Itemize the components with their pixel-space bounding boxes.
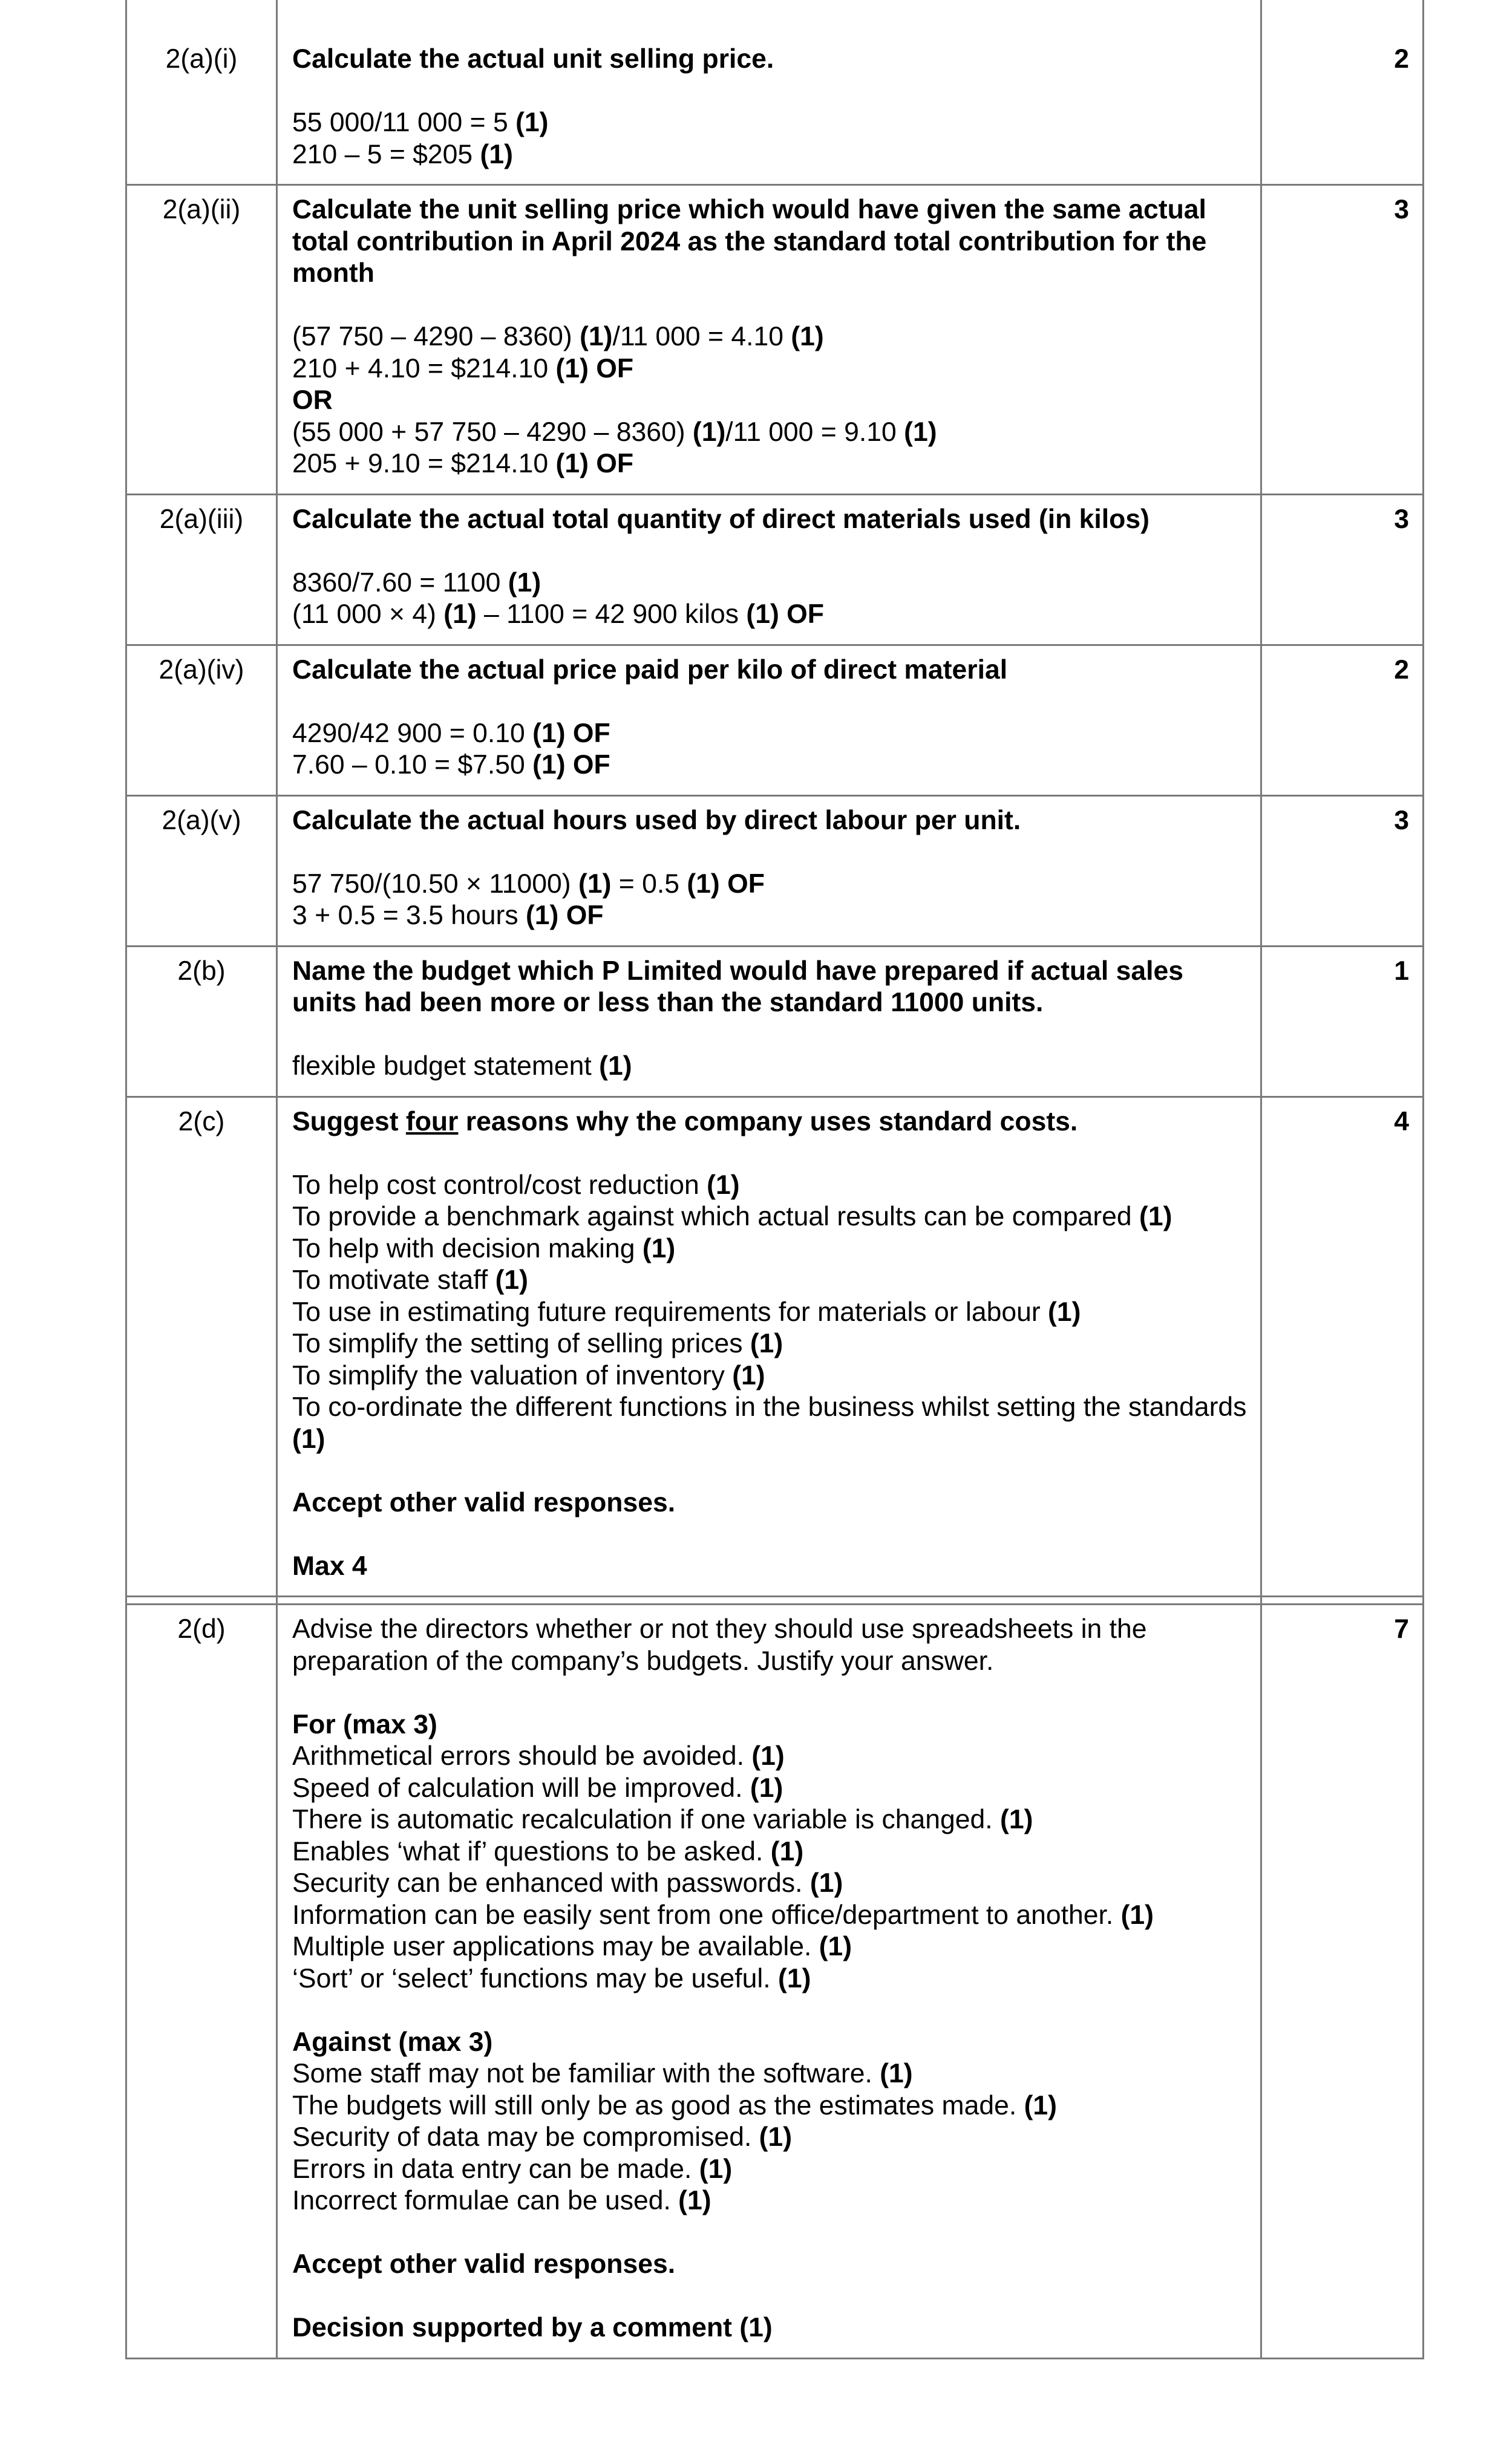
- answer-text: Security of data may be compromised.: [292, 2122, 759, 2152]
- mark-award: (1): [515, 108, 549, 137]
- marks-available: 7: [1261, 1605, 1424, 2359]
- for-point: [292, 1836, 1249, 1868]
- mark-award: (1): [508, 567, 541, 598]
- answer-text: /11 000 = 9.10: [725, 417, 904, 447]
- against-point: [292, 2058, 1249, 2090]
- mark-award: (1): [678, 2186, 711, 2215]
- marks-available: 2: [1261, 0, 1424, 185]
- answer-text: To provide a benchmark against which actual results can be compared: [292, 1202, 1140, 1231]
- answer-cell: [277, 795, 1261, 946]
- table-row: [126, 185, 1424, 495]
- answer-text: Enables ‘what if’ questions to be asked.: [292, 1836, 771, 1866]
- question-number: 2(c): [126, 1097, 277, 1597]
- answer-text: Multiple user applications may be available.: [292, 1932, 819, 1961]
- marking-note: Max 4: [292, 1551, 367, 1581]
- marks-available: 1: [1261, 946, 1424, 1097]
- answer-cell: [277, 1097, 1261, 1597]
- for-point: [292, 1931, 1249, 1963]
- question-text: Suggest four reasons why the company uses standard costs.: [292, 1106, 1078, 1136]
- answer-cell: [277, 1605, 1261, 2359]
- against-point: [292, 2122, 1249, 2154]
- answer-line: [292, 321, 1249, 353]
- against-point: [292, 2154, 1249, 2186]
- mark-award: (1): [707, 1170, 740, 1200]
- answer-line: [292, 869, 1249, 901]
- answer-text: 55 000/11 000 = 5: [292, 108, 516, 137]
- question-number: 2(a)(iv): [126, 645, 277, 795]
- answer-text: 4290/42 900 = 0.10: [292, 718, 533, 748]
- answer-text: (55 000 + 57 750 – 4290 – 8360): [292, 417, 693, 447]
- answer-text: 3 + 0.5 = 3.5 hours: [292, 901, 526, 930]
- mark-award: (1): [1000, 1805, 1033, 1834]
- answer-text: /11 000 = 4.10: [612, 322, 791, 351]
- underlined-word: four: [405, 1106, 459, 1136]
- answer-line: [292, 718, 1249, 750]
- answer-line: [292, 900, 1249, 932]
- answer-line: [292, 1328, 1249, 1360]
- table-row: [126, 1605, 1424, 2359]
- marking-note: Accept other valid responses.: [292, 1487, 676, 1517]
- mark-award: (1): [495, 1265, 528, 1295]
- mark-award: (1): [732, 1360, 765, 1390]
- mark-award: (1): [1024, 2090, 1057, 2120]
- answer-text: 8360/7.60 = 1100: [292, 567, 508, 598]
- mark-award: (1): [578, 869, 612, 899]
- answer-text: To help cost control/cost reduction: [292, 1170, 707, 1200]
- answer-line: [292, 417, 1249, 449]
- answer-text: To help with decision making: [292, 1233, 643, 1263]
- answer-text: The budgets will still only be as good as the estimates made.: [292, 2090, 1024, 2120]
- question-text: Name the budget which P Limited would have prepared if actual sales units had been more or less than the standard 11000 units.: [292, 956, 1183, 1017]
- answer-line: [292, 1233, 1249, 1265]
- for-point: [292, 1741, 1249, 1773]
- answer-text: 205 + 9.10 = $214.10: [292, 449, 556, 478]
- mark-award: (1) OF: [532, 750, 610, 780]
- answer-line: [292, 448, 1249, 480]
- answer-line: [292, 385, 1249, 417]
- mark-award: (1): [880, 2059, 913, 2088]
- answer-cell: [277, 645, 1261, 795]
- answer-line: [292, 107, 1249, 139]
- for-point: [292, 1963, 1249, 1995]
- question-number: 2(b): [126, 946, 277, 1097]
- answer-text: Security can be enhanced with passwords.: [292, 1868, 810, 1898]
- mark-award: (1): [778, 1963, 811, 1993]
- marks-available: 3: [1261, 795, 1424, 946]
- mark-award: (1) OF: [687, 869, 765, 899]
- marks-available: 2: [1261, 645, 1424, 795]
- question-text: Calculate the actual total quantity of direct materials used (in kilos): [292, 504, 1149, 534]
- for-point: [292, 1868, 1249, 1900]
- mark-award: (1): [480, 139, 513, 169]
- answer-text: Some staff may not be familiar with the software.: [292, 2059, 880, 2088]
- mark-scheme-body: [126, 0, 1424, 2358]
- table-row: [126, 1097, 1424, 1597]
- marks-available: 3: [1261, 494, 1424, 645]
- answer-text: ‘Sort’ or ‘select’ functions may be useful.: [292, 1963, 778, 1993]
- for-point: [292, 1804, 1249, 1836]
- answer-text: Information can be easily sent from one office/department to another.: [292, 1900, 1121, 1930]
- answer-cell: [277, 185, 1261, 495]
- answer-text: (11 000 × 4): [292, 599, 444, 629]
- answer-text: 210 – 5 = $205: [292, 139, 480, 169]
- mark-award: (1): [1120, 1900, 1154, 1930]
- answer-cell: [277, 946, 1261, 1097]
- question-number: 2(a)(iii): [126, 494, 277, 645]
- table-row: [126, 645, 1424, 795]
- answer-text: – 1100 = 42 900 kilos: [476, 599, 747, 629]
- table-row: [126, 795, 1424, 946]
- answer-text: Errors in data entry can be made.: [292, 2154, 699, 2184]
- answer-line: [292, 1265, 1249, 1297]
- answer-text: = 0.5: [611, 869, 687, 899]
- mark-award: (1) OF: [532, 718, 610, 748]
- answer-text: Incorrect formulae can be used.: [292, 2186, 679, 2215]
- decision-note: Decision supported by a comment (1): [292, 2313, 773, 2342]
- answer-cell: [277, 494, 1261, 645]
- question-text: Advise the directors whether or not they should use spreadsheets in the preparation of the company’s budgets. Justify your answer.: [292, 1614, 1147, 1676]
- answer-line: [292, 1051, 1249, 1083]
- for-point: [292, 1900, 1249, 1932]
- mark-award: (1) OF: [525, 901, 604, 930]
- answer-text: 7.60 – 0.10 = $7.50: [292, 750, 533, 780]
- mark-award: (1): [580, 322, 613, 351]
- mark-award: (1) OF: [555, 449, 634, 478]
- question-text: Calculate the unit selling price which would have given the same actual total contribution in April 2024 as the standard total contribution for the month: [292, 195, 1207, 288]
- question-number: 2(a)(i): [126, 0, 277, 185]
- answer-text: (57 750 – 4290 – 8360): [292, 322, 580, 351]
- answer-text: To motivate staff: [292, 1265, 495, 1295]
- table-row: [126, 946, 1424, 1097]
- question-number: 2(d): [126, 1605, 277, 2359]
- mark-award: (1) OF: [746, 599, 824, 629]
- mark-award: (1): [770, 1836, 804, 1866]
- mark-award: (1): [750, 1329, 783, 1358]
- mark-award: (1): [904, 417, 937, 447]
- answer-text: There is automatic recalculation if one variable is changed.: [292, 1805, 1000, 1834]
- answer-text: To simplify the valuation of inventory: [292, 1360, 733, 1390]
- against-heading: Against (max 3): [292, 2027, 493, 2057]
- mark-award: (1): [819, 1932, 852, 1961]
- question-number: 2(a)(ii): [126, 185, 277, 495]
- mark-award: (1): [692, 417, 726, 447]
- against-point: [292, 2185, 1249, 2217]
- answer-line: [292, 139, 1249, 171]
- mark-award: (1): [809, 1868, 843, 1898]
- for-point: [292, 1773, 1249, 1805]
- mark-award: (1): [642, 1233, 676, 1263]
- marking-note: Accept other valid responses.: [292, 2249, 676, 2279]
- answer-text: flexible budget statement: [292, 1051, 600, 1081]
- mark-award: (1): [751, 1741, 785, 1771]
- mark-award: (1): [1048, 1297, 1081, 1327]
- mark-scheme-sheet: [125, 0, 1409, 2359]
- mark-award: (1): [699, 2154, 733, 2184]
- answer-text: 57 750/(10.50 × 11000): [292, 869, 578, 899]
- question-text: Calculate the actual hours used by direct labour per unit.: [292, 805, 1021, 835]
- answer-line: [292, 1201, 1249, 1233]
- answer-text: To co-ordinate the different functions in the business whilst setting the standards: [292, 1392, 1247, 1422]
- mark-award: (1): [1139, 1202, 1172, 1231]
- answer-text: To use in estimating future requirements for materials or labour: [292, 1297, 1048, 1327]
- answer-text: To simplify the setting of selling prices: [292, 1329, 750, 1358]
- question-number: 2(a)(v): [126, 795, 277, 946]
- answer-line: [292, 1297, 1249, 1329]
- answer-line: [292, 353, 1249, 385]
- answer-text: Speed of calculation will be improved.: [292, 1773, 750, 1803]
- answer-line: [292, 749, 1249, 781]
- answer-text: 210 + 4.10 = $214.10: [292, 353, 556, 383]
- answer-line: [292, 1170, 1249, 1202]
- marks-available: 3: [1261, 185, 1424, 495]
- table-row: [126, 0, 1424, 185]
- marks-available: 4: [1261, 1097, 1424, 1597]
- for-heading: For (max 3): [292, 1709, 437, 1739]
- mark-award: (1): [791, 322, 824, 351]
- section-separator: [126, 1597, 1424, 1605]
- mark-award: (1): [292, 1424, 325, 1454]
- question-text: Calculate the actual unit selling price.: [292, 44, 774, 74]
- answer-line: [292, 1360, 1249, 1392]
- answer-text: Arithmetical errors should be avoided.: [292, 1741, 752, 1771]
- mark-award: (1): [599, 1051, 632, 1081]
- mark-scheme-table: [125, 0, 1424, 2359]
- answer-line: [292, 599, 1249, 631]
- mark-award: (1) OF: [555, 353, 634, 383]
- mark-award: (1): [759, 2122, 793, 2152]
- answer-line: [292, 567, 1249, 599]
- table-row: [126, 494, 1424, 645]
- answer-line: [292, 1392, 1249, 1455]
- against-point: [292, 2090, 1249, 2122]
- mark-award: OR: [292, 385, 333, 415]
- answer-cell: [277, 0, 1261, 185]
- mark-award: (1): [750, 1773, 783, 1803]
- question-text: Calculate the actual price paid per kilo of direct material: [292, 654, 1008, 685]
- mark-award: (1): [443, 599, 477, 629]
